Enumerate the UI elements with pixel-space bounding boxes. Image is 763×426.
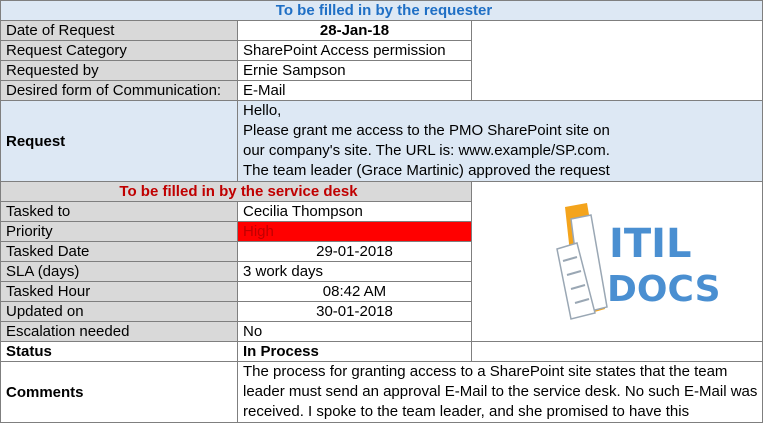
communication-label: Desired form of Communication: [1,81,238,101]
escalation-value[interactable]: No [238,322,472,342]
date-of-request-row [1,21,763,41]
service-desk-header-row [1,182,763,202]
request-category-value[interactable]: SharePoint Access permission [238,41,472,61]
request-row [1,101,763,182]
logo-line2: DOCS [607,269,721,310]
date-of-request-value[interactable]: 28-Jan-18 [238,21,472,41]
request-category-label: Request Category [1,41,238,61]
status-label: Status [1,342,238,362]
requester-header-row [1,1,763,21]
service-desk-section-header: To be filled in by the service desk [1,182,472,202]
tasked-to-label: Tasked to [1,202,238,222]
updated-on-label: Updated on [1,302,238,322]
request-line: Please grant me access to the PMO SharePoint site on our company's site. The URL is: www.example/SP.com. [243,122,610,159]
priority-value[interactable]: High [238,222,472,242]
itil-docs-logo [547,189,721,329]
requester-section-header: To be filled in by the requester [1,1,763,21]
tasked-hour-label: Tasked Hour [1,282,238,302]
tasked-hour-value[interactable]: 08:42 AM [238,282,472,302]
request-label: Request [1,101,238,182]
comments-row [1,362,763,423]
updated-on-value[interactable]: 30-01-2018 [238,302,472,322]
requested-by-label: Requested by [1,61,238,81]
requested-by-value[interactable]: Ernie Sampson [238,61,472,81]
request-text[interactable] [238,101,763,182]
requester-empty-cell [472,21,763,101]
priority-label: Priority [1,222,238,242]
tasked-date-label: Tasked Date [1,242,238,262]
request-line: The team leader (Grace Martinic) approved the request [243,162,610,179]
status-empty-cell [472,342,763,362]
date-of-request-label: Date of Request [1,21,238,41]
status-value[interactable]: In Process [238,342,472,362]
comments-label: Comments [1,362,238,423]
logo-cell [472,182,763,342]
sla-label: SLA (days) [1,262,238,282]
tasked-to-value[interactable]: Cecilia Thompson [238,202,472,222]
logo-line1: ITIL [609,221,692,267]
tasked-date-value[interactable]: 29-01-2018 [238,242,472,262]
escalation-label: Escalation needed [1,322,238,342]
request-line: Hello, [243,102,282,119]
sla-value[interactable]: 3 work days [238,262,472,282]
communication-value[interactable]: E-Mail [238,81,472,101]
status-row [1,342,763,362]
comments-text[interactable]: The process for granting access to a SharePoint site states that the team leader must send an approval E-Mail to the service desk. No such E-Mail was received. I spoke to the team leader, and she promised to have this [238,362,763,423]
document-icon [557,203,607,319]
